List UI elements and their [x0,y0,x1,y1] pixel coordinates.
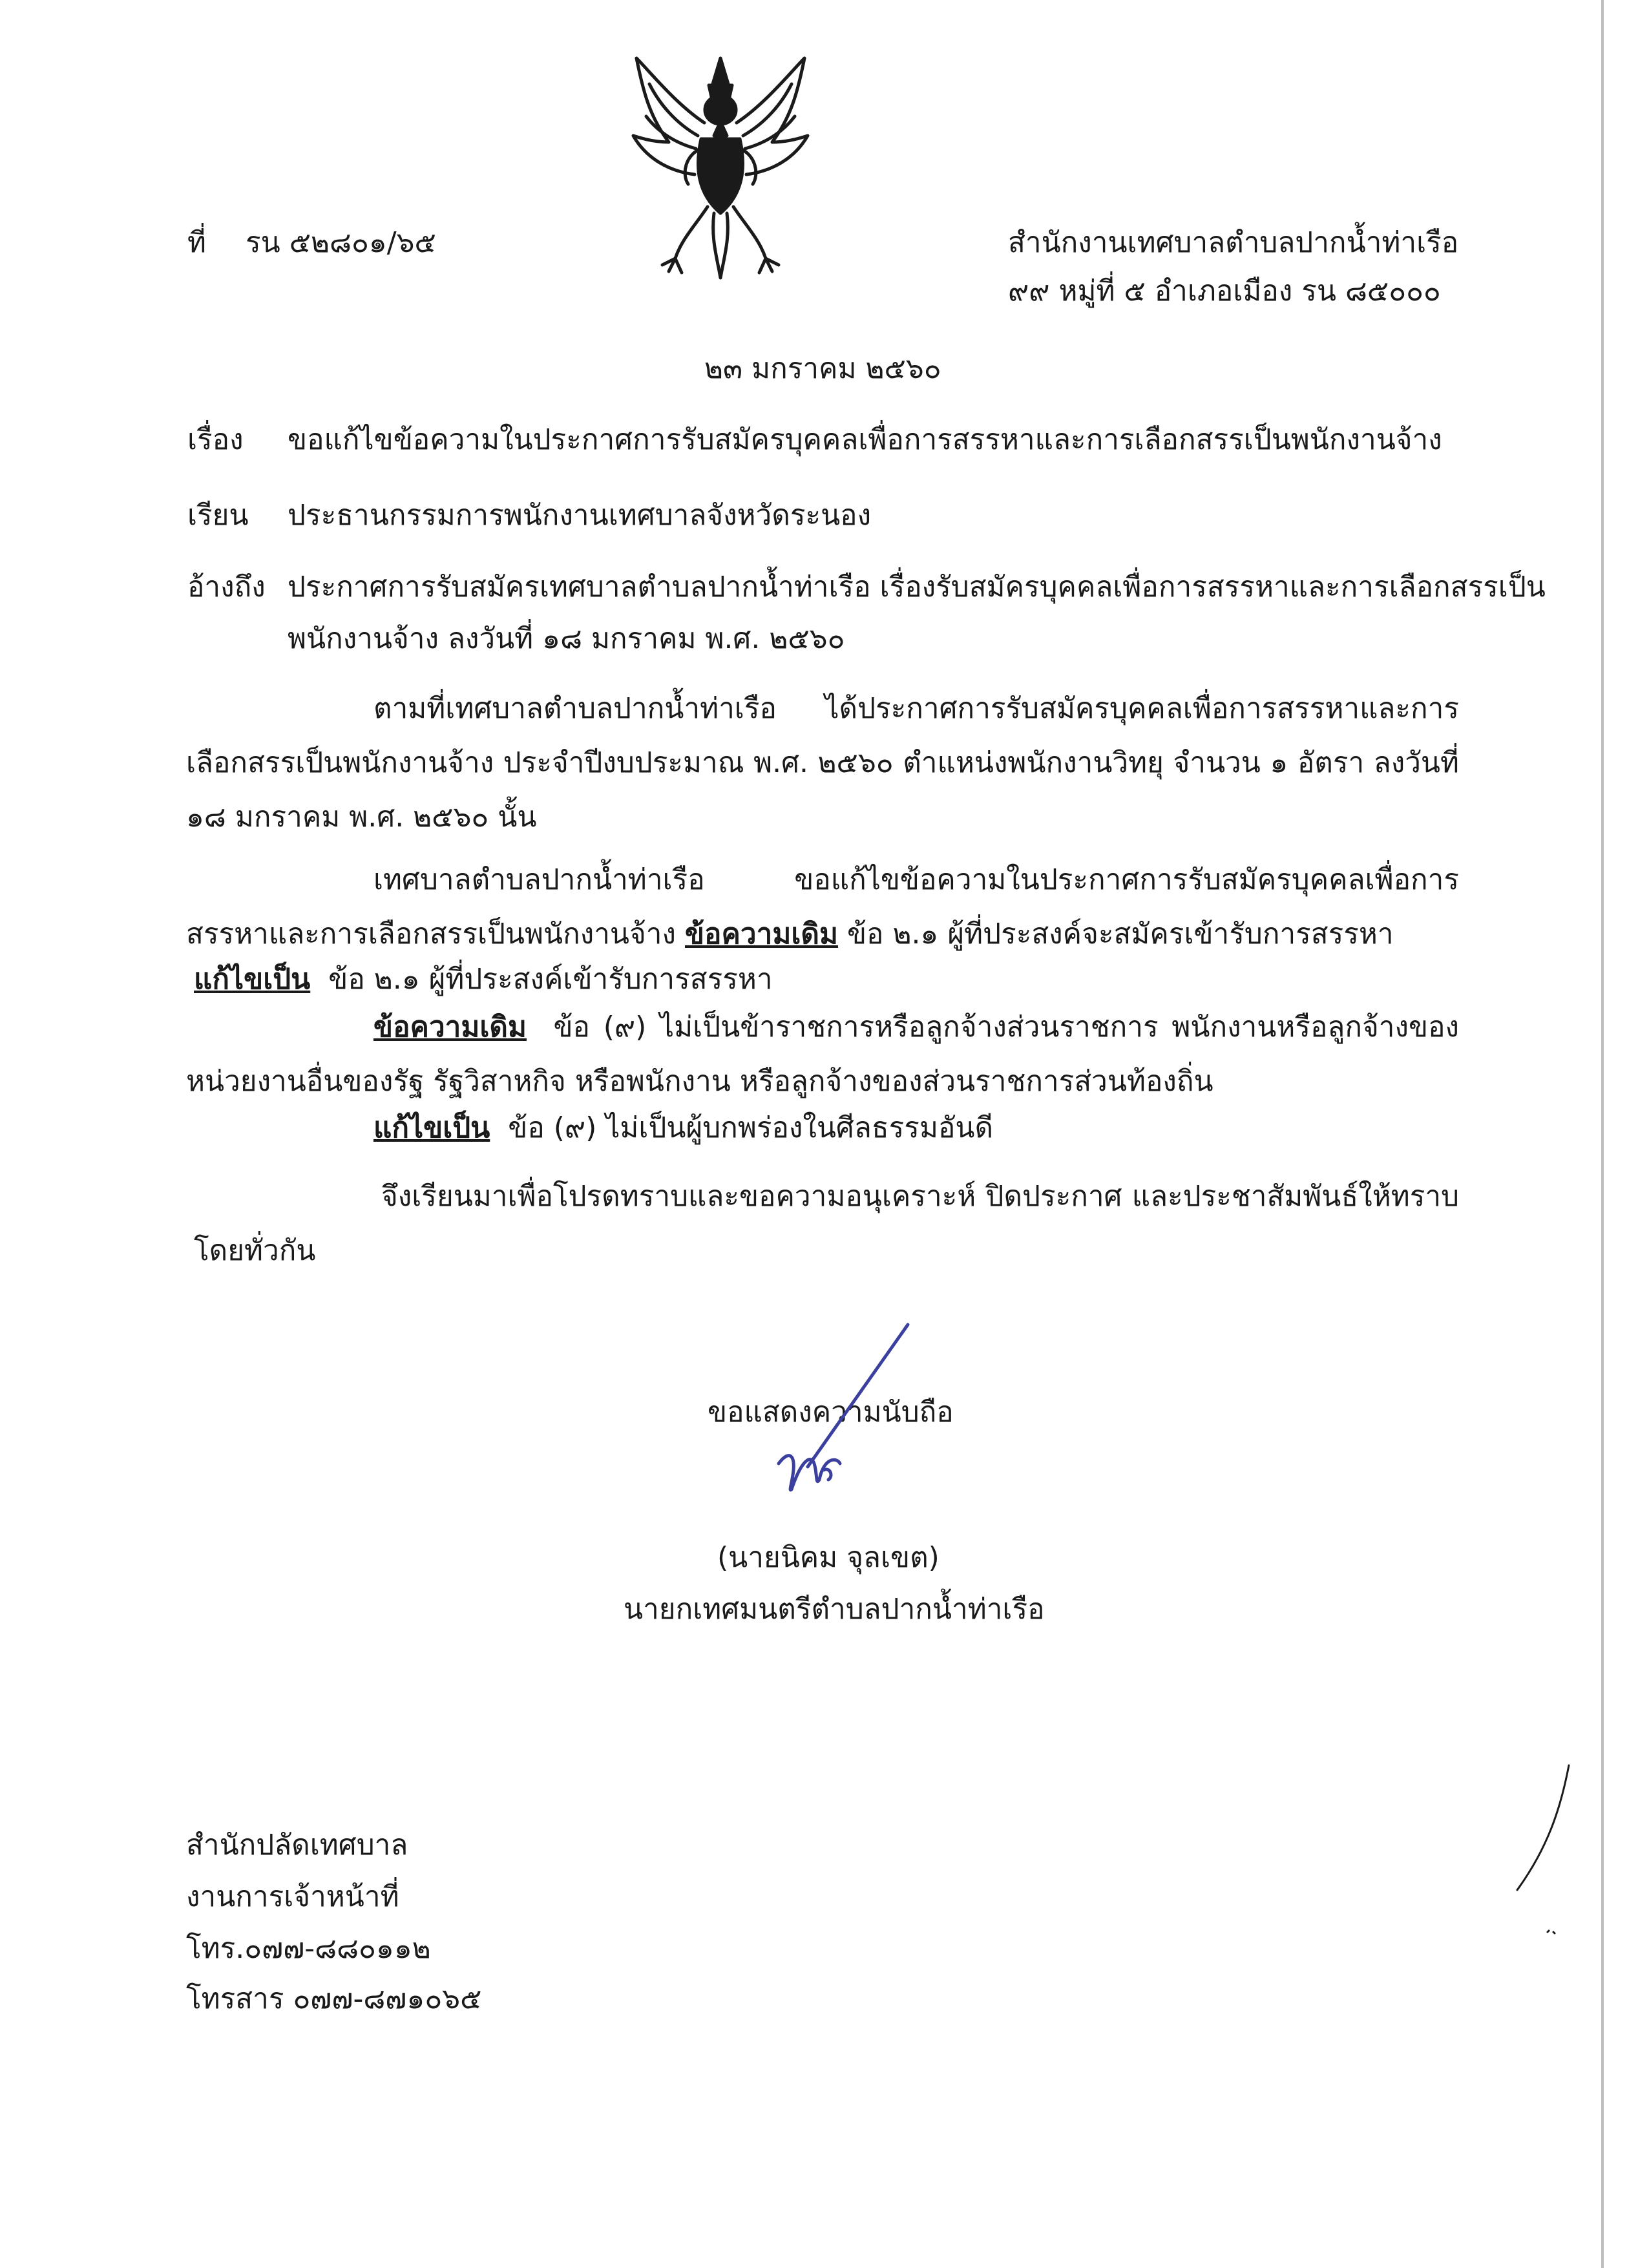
new-text-label-1: แก้ไขเป็น [194,963,311,996]
subject-label: เรื่อง [187,423,244,456]
correction-2 [373,1105,993,1150]
body-paragraph-1: ตามที่เทศบาลตำบลปากน้ำท่าเรือ ได้ประกาศการรับสมัครบุคคลเพื่อการสรรหาและการเลือกสรรเป็นพนักงานจ้าง ประจำปีงบประมาณ พ.ศ. ๒๕๖๐ ตำแหน่งพนักงานวิทยุ จำนวน ๑ อัตรา ลงวันที่ ๑๘ มกราคม พ.ศ. ๒๕๖๐ นั้น [186,692,1459,834]
old-text-label-1: ข้อความเดิม [684,918,838,950]
reference-line-2: พนักงานจ้าง ลงวันที่ ๑๘ มกราคม พ.ศ. ๒๕๖๐ [288,622,845,655]
reference-number-label: ที่ [187,226,207,259]
footer-section: งานการเจ้าหน้าที่ [186,1880,399,1913]
salutation: ขอแสดงความนับถือ [708,1396,954,1429]
old-text-2: ข้อ (๙) ไม่เป็นข้าราชการหรือลูกจ้างส่วนราชการ พนักงานหรือลูกจ้างของหน่วยงานอื่นของรัฐ รัฐวิสาหกิจ หรือพนักงาน หรือลูกจ้างของส่วนราชการส่วนท้องถิ่น [186,1011,1459,1098]
office-name: สำนักงานเทศบาลตำบลปากน้ำท่าเรือ [1008,226,1459,259]
subject-text: ขอแก้ไขข้อความในประกาศการรับสมัครบุคคลเพื่อการสรรหาและการเลือกสรรเป็นพนักงานจ้าง [288,423,1442,456]
footer-fax: โทรสาร ๐๗๗-๘๗๑๐๖๕ [186,1982,482,2015]
handwritten-signature [769,1305,1040,1518]
correction-1 [194,956,773,1002]
recipient-text: ประธานกรรมการพนักงานเทศบาลจังหวัดระนอง [288,499,872,532]
letter-date: ๒๓ มกราคม ๒๕๖๐ [704,352,941,385]
new-text-label-2: แก้ไขเป็น [373,1111,490,1144]
new-text-1: ข้อ ๒.๑ ผู้ที่ประสงค์เข้ารับการสรรหา [328,963,773,996]
old-text-1: ข้อ ๒.๑ ผู้ที่ประสงค์จะสมัครเข้ารับการสรรหา [846,918,1394,950]
garuda-emblem-icon [624,45,817,291]
signatory-name: (นายนิคม จุลเขต) [717,1541,940,1574]
reference-line-1: ประกาศการรับสมัครเทศบาลตำบลปากน้ำท่าเรือ เรื่องรับสมัครบุคคลเพื่อการสรรหาและการเลือกสรรเป็น [288,571,1546,604]
reference-number: รน ๕๒๘๐๑/๖๕ [246,226,436,259]
reference-label: อ้างถึง [187,571,266,604]
closing-paragraph: จึงเรียนมาเพื่อโปรดทราบและขอความอนุเคราะห์ ปิดประกาศ และประชาสัมพันธ์ให้ทราบ โดยทั่วกัน [194,1180,1459,1267]
footer-phone: โทร.๐๗๗-๘๘๐๑๑๒ [186,1932,431,1965]
signatory-title: นายกเทศมนตรีตำบลปากน้ำท่าเรือ [624,1593,1045,1626]
new-text-2: ข้อ (๙) ไม่เป็นผู้บกพร่องในศีลธรรมอันดี [508,1111,994,1144]
old-text-label-2: ข้อความเดิม [373,1011,527,1044]
footer-division: สำนักปลัดเทศบาล [186,1829,408,1862]
margin-pen-mark [1486,1758,1590,1938]
recipient-label: เรียน [187,499,249,532]
old-clause-2 [186,1000,1459,1109]
scan-edge-line [1601,0,1604,2268]
office-address: ๙๙ หมู่ที่ ๕ อำเภอเมือง รน ๘๕๐๐๐ [1008,275,1441,308]
body-paragraph-2-intro: เทศบาลตำบลปากน้ำท่าเรือ ขอแก้ไขข้อความในประกาศการรับสมัครบุคคลเพื่อการสรรหาและการเลือกสรรเป็นพนักงานจ้าง [186,863,1459,950]
body-paragraph-2 [186,853,1459,961]
